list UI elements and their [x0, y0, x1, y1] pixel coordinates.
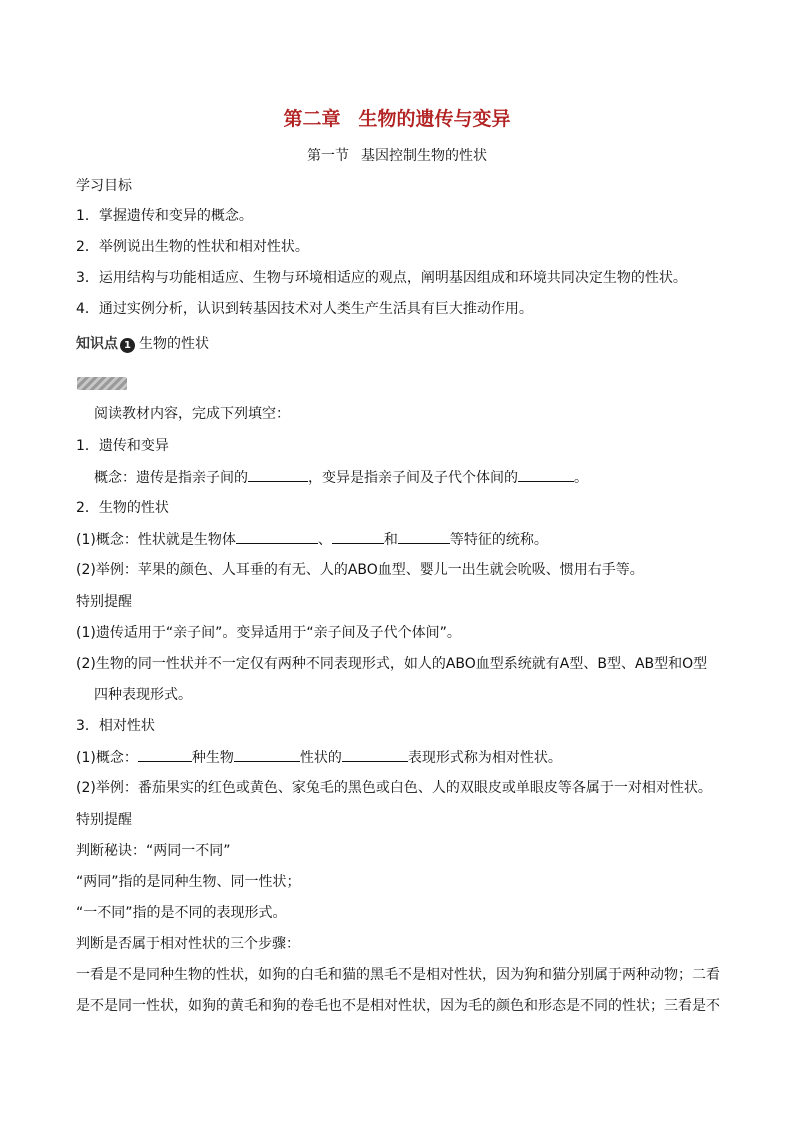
fill-blank[interactable] [138, 747, 192, 762]
sec3-concept: (1)概念： 种生物 性状的 表现形式称为相对性状。 [76, 747, 738, 768]
chapter-title [0, 104, 794, 131]
knowledge-point-title: 生物的性状 [139, 336, 209, 352]
chapter-name: 生物的遗传与变异 [358, 108, 511, 130]
fill-blank[interactable] [518, 467, 574, 482]
steps-heading: 判断是否属于相对性状的三个步骤： [76, 936, 300, 952]
section-title [0, 145, 794, 165]
knowledge-point-label: 知识点 [76, 336, 118, 352]
steps-text: 一看是不是同种生物的性状，如狗的白毛和猫的黑毛不是相对性状，因为狗和猫分别属于两种动物；二看 [76, 967, 720, 983]
objective-item: 1．掌握遗传和变异的概念。 [76, 208, 253, 224]
section-badge-icon [77, 377, 127, 390]
judge-same: “两同”指的是同种生物、同一性状； [76, 874, 301, 890]
fill-blank[interactable] [332, 529, 384, 544]
fill-blank[interactable] [398, 529, 450, 544]
sec1-concept: 概念：遗传是指亲子间的 ，变异是指亲子间及子代个体间的 。 [94, 467, 738, 488]
sec3-example: (2)举例：番茄果实的红色或黄色、家兔毛的黑色或白色、人的双眼皮或单眼皮等各属于一对相对性状。 [76, 780, 712, 796]
knowledge-point-heading [76, 334, 738, 354]
sec2-heading: 2．生物的性状 [76, 500, 169, 516]
tip-heading: 特别提醒 [76, 594, 132, 610]
section-name: 基因控制生物的性状 [361, 148, 487, 164]
objectives-heading: 学习目标 [76, 178, 132, 194]
objective-item: 2．举例说出生物的性状和相对性状。 [76, 239, 309, 255]
instruction-text: 阅读教材内容，完成下列填空： [94, 406, 290, 422]
fill-blank[interactable] [236, 529, 318, 544]
judge-diff: “一不同”指的是不同的表现形式。 [76, 905, 287, 921]
section-number: 第一节 [307, 148, 349, 164]
sec1-heading: 1．遗传和变异 [76, 438, 169, 454]
objective-item: 4．通过实例分析，认识到转基因技术对人类生产生活具有巨大推动作用。 [76, 301, 533, 317]
tip-heading: 特别提醒 [76, 812, 132, 828]
steps-text: 是不是同一性状，如狗的黄毛和狗的卷毛也不是相对性状，因为毛的颜色和形态是不同的性状；三看是不 [76, 998, 720, 1014]
sec2-example: (2)举例：苹果的颜色、人耳垂的有无、人的ABO血型、婴儿一出生就会吮吸、惯用右手等。 [76, 562, 644, 578]
sec2-concept: (1)概念：性状就是生物体 、 和 等特征的统称。 [76, 529, 738, 550]
objective-item: 3．运用结构与功能相适应、生物与环境相适应的观点，阐明基因组成和环境共同决定生物的性状。 [76, 270, 687, 286]
fill-blank[interactable] [342, 747, 408, 762]
chapter-number: 第二章 [283, 108, 341, 130]
sec3-heading: 3．相对性状 [76, 718, 155, 734]
tip-item: (1)遗传适用于“亲子间”。变异适用于“亲子间及子代个体间”。 [76, 625, 461, 641]
tip-item-continued: 四种表现形式。 [94, 687, 192, 703]
judge-secret: 判断秘诀：“两同一不同” [76, 843, 231, 859]
tip-item: (2)生物的同一性状并不一定仅有两种不同表现形式，如人的ABO血型系统就有A型、B型、AB型和O型 [76, 656, 708, 672]
knowledge-point-number-icon: 1 [120, 338, 135, 353]
fill-blank[interactable] [248, 467, 308, 482]
fill-blank[interactable] [234, 747, 300, 762]
